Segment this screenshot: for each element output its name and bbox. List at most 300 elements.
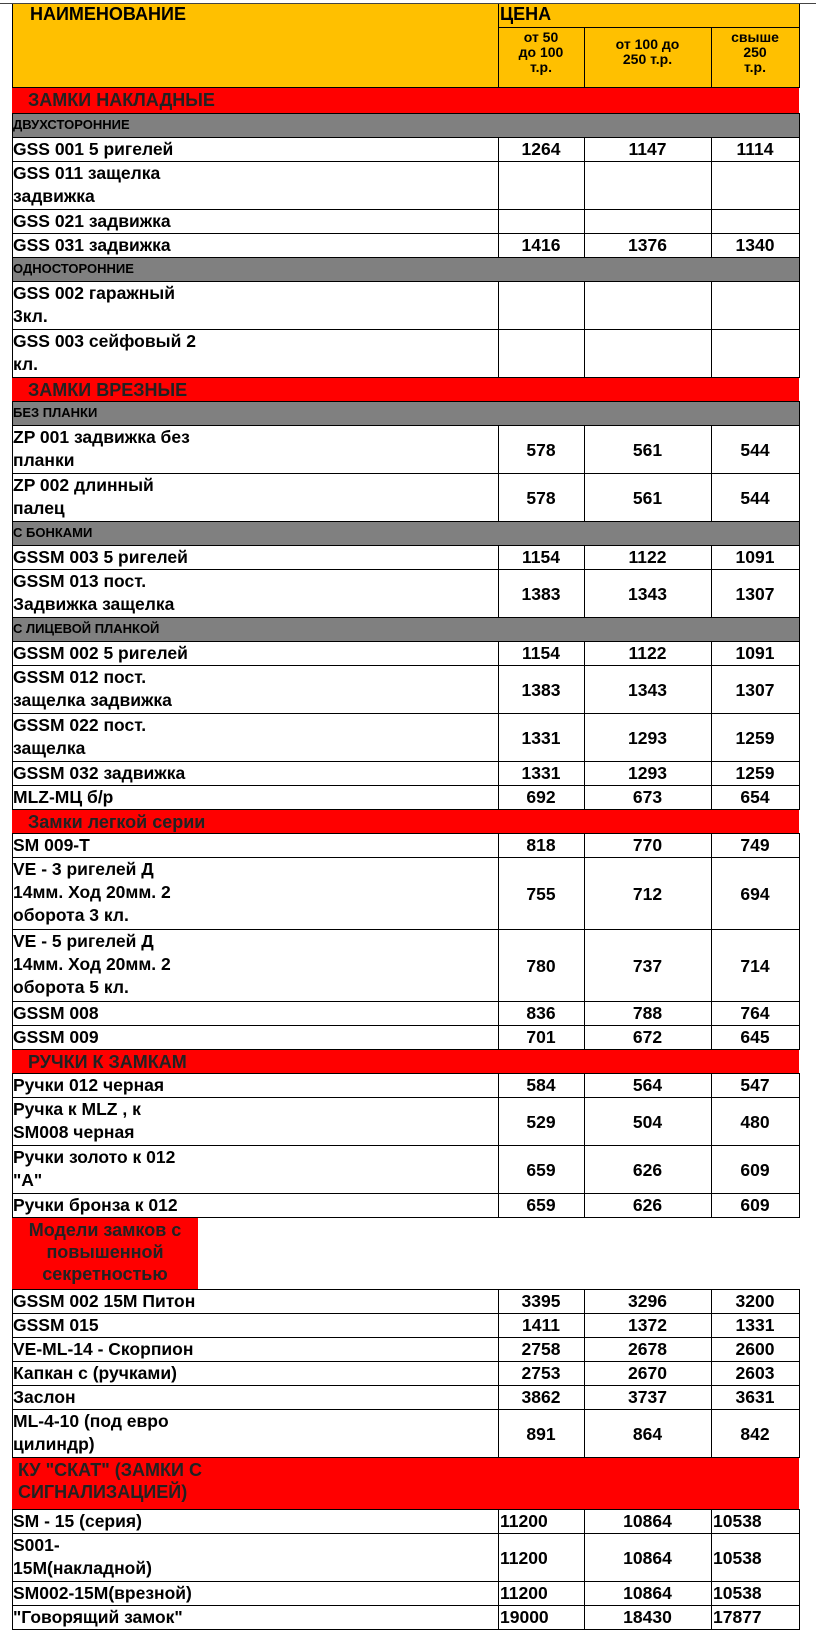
price-50-100: 1331 bbox=[521, 763, 561, 783]
grid-vline bbox=[12, 1194, 13, 1218]
price-100-250: 1147 bbox=[628, 139, 667, 159]
grid-hline bbox=[12, 1509, 800, 1510]
item-name: GSSM 002 5 ригелей bbox=[13, 643, 188, 663]
grid-hline bbox=[12, 713, 800, 714]
grid-vline bbox=[584, 426, 585, 474]
item-name: S001- 15M(накладной) bbox=[13, 1535, 152, 1578]
grid-hline bbox=[12, 87, 800, 88]
grid-hline bbox=[12, 329, 800, 330]
grid-vline bbox=[12, 4, 13, 88]
grid-vline bbox=[584, 786, 585, 810]
item-name: SM002-15M(врезной) bbox=[13, 1583, 192, 1603]
grid-vline bbox=[498, 234, 499, 258]
price-100-250 bbox=[584, 330, 711, 378]
grid-hline bbox=[12, 521, 800, 522]
price-100-250 bbox=[584, 210, 711, 234]
grid-vline bbox=[799, 522, 800, 546]
grid-vline bbox=[498, 1146, 499, 1194]
grid-vline bbox=[711, 786, 712, 810]
grid-vline bbox=[498, 1290, 499, 1314]
grid-vline bbox=[711, 666, 712, 714]
grid-hline bbox=[12, 857, 800, 858]
grid-vline bbox=[711, 1386, 712, 1410]
grid-hline bbox=[12, 761, 800, 762]
grid-vline bbox=[711, 330, 712, 378]
grid-vline bbox=[711, 1002, 712, 1026]
grid-vline bbox=[711, 1026, 712, 1050]
grid-hline bbox=[12, 473, 800, 474]
grid-hline bbox=[12, 161, 800, 162]
grid-vline bbox=[498, 1074, 499, 1098]
grid-vline bbox=[711, 930, 712, 1002]
grid-hline bbox=[12, 617, 800, 618]
grid-vline bbox=[711, 138, 712, 162]
grid-vline bbox=[584, 1606, 585, 1630]
grid-vline bbox=[12, 1002, 13, 1026]
grid-vline bbox=[799, 930, 800, 1002]
price-100-250 bbox=[584, 162, 711, 210]
grid-vline bbox=[12, 1362, 13, 1386]
price-over-250: 480 bbox=[740, 1111, 770, 1132]
price-50-100: 1383 bbox=[521, 583, 561, 604]
price-100-250: 626 bbox=[632, 1195, 663, 1215]
grid-vline bbox=[711, 834, 712, 858]
grid-vline bbox=[498, 642, 499, 666]
item-name: ZP 001 задвижка без планки bbox=[13, 427, 190, 470]
grid-hline bbox=[12, 809, 800, 810]
item-name: GSS 001 5 ригелей bbox=[13, 139, 174, 159]
item-name: SM 009-T bbox=[13, 835, 90, 855]
item-name: VE - 5 ригелей Д 14мм. Ход 20мм. 2 оборота 5 кл. bbox=[13, 931, 171, 997]
grid-vline bbox=[498, 1534, 499, 1582]
price-100-250: 10864 bbox=[623, 1547, 672, 1568]
grid-vline bbox=[12, 1314, 13, 1338]
grid-vline bbox=[711, 28, 712, 88]
price-over-250: 10538 bbox=[713, 1547, 762, 1568]
price-over-250: 10538 bbox=[713, 1583, 762, 1603]
grid-hline bbox=[12, 1217, 800, 1218]
price-over-250: 17877 bbox=[713, 1607, 762, 1627]
grid-hline bbox=[12, 1409, 800, 1410]
price-over-250 bbox=[711, 162, 799, 210]
price-50-100 bbox=[498, 210, 584, 234]
grid-vline bbox=[12, 258, 13, 282]
grid-vline bbox=[12, 234, 13, 258]
grid-vline bbox=[584, 474, 585, 522]
price-50-100: 1416 bbox=[521, 235, 561, 255]
grid-vline bbox=[584, 1410, 585, 1458]
grid-vline bbox=[498, 1314, 499, 1338]
grid-vline bbox=[498, 426, 499, 474]
price-100-250: 673 bbox=[632, 787, 663, 807]
grid-vline bbox=[799, 1410, 800, 1458]
price-100-250: 788 bbox=[632, 1003, 663, 1023]
grid-vline bbox=[12, 402, 13, 426]
item-name: GSSM 032 задвижка bbox=[13, 763, 186, 783]
price-over-250: 547 bbox=[740, 1075, 770, 1095]
grid-vline bbox=[799, 330, 800, 378]
grid-hline bbox=[12, 1049, 800, 1050]
price-100-250: 564 bbox=[632, 1075, 663, 1095]
grid-vline bbox=[12, 1534, 13, 1582]
price-100-250: 864 bbox=[632, 1423, 663, 1444]
grid-vline bbox=[584, 714, 585, 762]
header-col-100-250: от 100 до 250 т.р. bbox=[584, 28, 711, 88]
price-over-250: 1091 bbox=[735, 547, 775, 567]
price-over-250: 764 bbox=[740, 1003, 770, 1023]
price-50-100: 1154 bbox=[522, 547, 560, 567]
grid-hline bbox=[12, 1629, 800, 1630]
item-name: GSSM 008 bbox=[13, 1003, 99, 1023]
grid-hline bbox=[12, 1605, 800, 1606]
grid-vline bbox=[799, 1338, 800, 1362]
section-header: КУ "СКАТ" (ЗАМКИ С СИГНАЛИЗАЦИЕЙ) bbox=[12, 1458, 799, 1510]
grid-vline bbox=[12, 546, 13, 570]
section-header: ЗАМКИ НАКЛАДНЫЕ bbox=[12, 88, 799, 114]
grid-vline bbox=[498, 282, 499, 330]
grid-vline bbox=[12, 1510, 13, 1534]
grid-hline bbox=[12, 209, 800, 210]
price-100-250: 1343 bbox=[628, 679, 667, 700]
price-50-100: 818 bbox=[526, 835, 556, 855]
price-over-250: 609 bbox=[740, 1159, 770, 1180]
price-50-100: 3862 bbox=[521, 1387, 561, 1407]
section-header: Модели замков с повышенной секретностью bbox=[12, 1218, 198, 1290]
price-100-250: 10864 bbox=[623, 1583, 672, 1603]
price-100-250: 1376 bbox=[628, 235, 667, 255]
grid-vline bbox=[12, 474, 13, 522]
grid-hline bbox=[12, 929, 800, 930]
grid-vline bbox=[799, 714, 800, 762]
grid-hline bbox=[12, 281, 800, 282]
price-100-250: 770 bbox=[632, 835, 663, 855]
grid-vline bbox=[799, 762, 800, 786]
grid-vline bbox=[498, 1362, 499, 1386]
price-50-100: 1331 bbox=[521, 727, 561, 748]
item-name: VE-ML-14 - Скорпион bbox=[13, 1339, 194, 1359]
grid-hline bbox=[12, 545, 800, 546]
grid-vline bbox=[12, 138, 13, 162]
grid-hline bbox=[12, 1289, 800, 1290]
price-50-100: 584 bbox=[526, 1075, 556, 1095]
grid-vline bbox=[12, 1410, 13, 1458]
grid-vline bbox=[584, 1338, 585, 1362]
grid-vline bbox=[584, 1026, 585, 1050]
price-over-250: 645 bbox=[740, 1027, 770, 1047]
grid-vline bbox=[584, 1534, 585, 1582]
price-over-250: 842 bbox=[740, 1423, 770, 1444]
price-100-250: 561 bbox=[632, 487, 663, 508]
grid-vline bbox=[12, 1098, 13, 1146]
section-header: Замки легкой серии bbox=[12, 810, 799, 834]
grid-vline bbox=[12, 666, 13, 714]
item-name: GSSM 009 bbox=[13, 1027, 99, 1047]
item-name: GSS 011 защелка задвижка bbox=[13, 163, 161, 206]
grid-vline bbox=[711, 1362, 712, 1386]
grid-vline bbox=[584, 330, 585, 378]
item-name: "Говорящий замок" bbox=[13, 1607, 183, 1627]
grid-vline bbox=[799, 234, 800, 258]
grid-vline bbox=[584, 546, 585, 570]
price-50-100: 11200 bbox=[500, 1511, 548, 1531]
item-name: GSSM 003 5 ригелей bbox=[13, 547, 188, 567]
grid-vline bbox=[12, 1582, 13, 1606]
item-name: ML-4-10 (под евро цилиндр) bbox=[13, 1411, 169, 1454]
header-col-over-250: свыше 250 т.р. bbox=[711, 28, 799, 88]
grid-vline bbox=[12, 1290, 13, 1314]
grid-vline bbox=[498, 474, 499, 522]
price-50-100: 2753 bbox=[521, 1363, 561, 1383]
price-100-250: 1343 bbox=[628, 583, 667, 604]
grid-vline bbox=[711, 474, 712, 522]
price-50-100: 1264 bbox=[521, 139, 561, 159]
price-50-100: 836 bbox=[526, 1003, 556, 1023]
grid-vline bbox=[584, 1510, 585, 1534]
grid-vline bbox=[12, 1338, 13, 1362]
grid-hline bbox=[12, 1145, 800, 1146]
grid-hline bbox=[12, 1313, 800, 1314]
price-100-250: 672 bbox=[632, 1027, 663, 1047]
top-border bbox=[0, 3, 816, 4]
grid-hline bbox=[12, 137, 800, 138]
grid-hline bbox=[12, 1533, 800, 1534]
grid-vline bbox=[711, 762, 712, 786]
grid-hline bbox=[12, 785, 800, 786]
price-50-100: 780 bbox=[526, 955, 556, 976]
header-name-label: НАИМЕНОВАНИЕ bbox=[30, 4, 186, 24]
grid-hline bbox=[12, 1073, 800, 1074]
price-100-250: 712 bbox=[632, 883, 663, 904]
grid-vline bbox=[711, 1410, 712, 1458]
grid-vline bbox=[799, 402, 800, 426]
grid-hline bbox=[12, 665, 800, 666]
grid-vline bbox=[584, 570, 585, 618]
grid-vline bbox=[711, 858, 712, 930]
price-over-250: 1259 bbox=[735, 727, 775, 748]
price-50-100 bbox=[498, 282, 584, 330]
price-100-250: 18430 bbox=[623, 1607, 672, 1627]
item-name: MLZ-МЦ б/р bbox=[13, 787, 114, 807]
item-name: GSS 021 задвижка bbox=[13, 211, 171, 231]
grid-vline bbox=[498, 546, 499, 570]
price-over-250: 1331 bbox=[735, 1315, 775, 1335]
grid-vline bbox=[584, 930, 585, 1002]
price-50-100: 659 bbox=[526, 1195, 556, 1215]
price-over-250: 749 bbox=[740, 835, 770, 855]
grid-vline bbox=[12, 330, 13, 378]
grid-vline bbox=[12, 714, 13, 762]
price-50-100: 19000 bbox=[500, 1607, 549, 1627]
grid-vline bbox=[584, 1386, 585, 1410]
grid-vline bbox=[799, 282, 800, 330]
price-over-250: 2600 bbox=[735, 1339, 775, 1359]
grid-vline bbox=[498, 330, 499, 378]
grid-vline bbox=[12, 282, 13, 330]
price-100-250: 1122 bbox=[628, 643, 667, 663]
subsection-header: С ЛИЦЕВОЙ ПЛАНКОЙ bbox=[12, 618, 799, 642]
grid-vline bbox=[12, 1026, 13, 1050]
price-100-250: 1372 bbox=[628, 1315, 667, 1335]
grid-vline bbox=[799, 1386, 800, 1410]
header-col-50-100: от 50 до 100 т.р. bbox=[498, 28, 584, 88]
price-50-100: 659 bbox=[526, 1159, 556, 1180]
grid-vline bbox=[12, 1606, 13, 1630]
grid-vline bbox=[799, 210, 800, 234]
price-over-250: 3200 bbox=[735, 1291, 775, 1311]
price-50-100: 578 bbox=[526, 487, 556, 508]
grid-vline bbox=[498, 162, 499, 210]
grid-vline bbox=[498, 1194, 499, 1218]
item-name: GSSM 022 пост. защелка bbox=[13, 715, 147, 758]
section-header: ЗАМКИ ВРЕЗНЫЕ bbox=[12, 378, 799, 402]
grid-vline bbox=[799, 1146, 800, 1194]
header-name-cell bbox=[12, 4, 498, 88]
grid-vline bbox=[498, 1026, 499, 1050]
grid-hline bbox=[12, 113, 800, 114]
price-100-250: 2678 bbox=[628, 1339, 667, 1359]
item-name: Ручки 012 черная bbox=[13, 1075, 165, 1095]
grid-vline bbox=[584, 1002, 585, 1026]
grid-vline bbox=[12, 426, 13, 474]
grid-vline bbox=[799, 1194, 800, 1218]
price-100-250: 626 bbox=[632, 1159, 663, 1180]
price-over-250 bbox=[711, 330, 799, 378]
grid-vline bbox=[584, 1074, 585, 1098]
subsection-header: БЕЗ ПЛАНКИ bbox=[12, 402, 799, 426]
grid-hline bbox=[12, 1581, 800, 1582]
grid-vline bbox=[799, 1002, 800, 1026]
grid-vline bbox=[498, 570, 499, 618]
grid-hline bbox=[12, 569, 800, 570]
item-name: Ручки золото к 012 "А" bbox=[13, 1147, 176, 1190]
grid-vline bbox=[498, 786, 499, 810]
price-over-250: 714 bbox=[740, 955, 770, 976]
grid-vline bbox=[799, 1074, 800, 1098]
price-50-100: 1154 bbox=[522, 643, 560, 663]
grid-vline bbox=[799, 1534, 800, 1582]
grid-vline bbox=[12, 642, 13, 666]
item-name: GSS 031 задвижка bbox=[13, 235, 171, 255]
grid-vline bbox=[799, 474, 800, 522]
price-100-250: 1293 bbox=[628, 763, 667, 783]
grid-vline bbox=[799, 786, 800, 810]
grid-hline bbox=[12, 641, 800, 642]
grid-vline bbox=[799, 834, 800, 858]
price-over-250 bbox=[711, 210, 799, 234]
grid-vline bbox=[12, 762, 13, 786]
grid-vline bbox=[584, 666, 585, 714]
item-name: Заслон bbox=[13, 1387, 76, 1407]
grid-hline bbox=[12, 233, 800, 234]
price-100-250: 3737 bbox=[628, 1387, 667, 1407]
price-over-250: 544 bbox=[740, 487, 770, 508]
price-100-250: 1293 bbox=[628, 727, 667, 748]
price-100-250: 1122 bbox=[628, 547, 667, 567]
grid-vline bbox=[12, 522, 13, 546]
grid-vline bbox=[12, 618, 13, 642]
grid-vline bbox=[711, 1098, 712, 1146]
price-50-100: 529 bbox=[526, 1111, 556, 1132]
grid-hline bbox=[12, 257, 800, 258]
grid-vline bbox=[711, 1194, 712, 1218]
grid-vline bbox=[12, 786, 13, 810]
price-over-250: 1259 bbox=[735, 763, 775, 783]
price-100-250: 561 bbox=[632, 439, 663, 460]
price-50-100: 1411 bbox=[522, 1315, 560, 1335]
price-over-250: 3631 bbox=[735, 1387, 775, 1407]
grid-vline bbox=[12, 210, 13, 234]
grid-vline bbox=[12, 162, 13, 210]
price-50-100: 755 bbox=[526, 883, 556, 904]
grid-vline bbox=[498, 930, 499, 1002]
subsection-header: С БОНКАМИ bbox=[12, 522, 799, 546]
grid-vline bbox=[711, 1146, 712, 1194]
price-over-250: 10538 bbox=[713, 1511, 762, 1531]
section-header: РУЧКИ К ЗАМКАМ bbox=[12, 1050, 799, 1074]
item-name: GSSM 002 15М Питон bbox=[13, 1291, 196, 1311]
price-50-100 bbox=[498, 330, 584, 378]
grid-vline bbox=[799, 1026, 800, 1050]
grid-vline bbox=[498, 1386, 499, 1410]
price-over-250: 2603 bbox=[735, 1363, 775, 1383]
grid-vline bbox=[711, 1338, 712, 1362]
grid-vline bbox=[498, 858, 499, 930]
grid-vline bbox=[12, 1146, 13, 1194]
price-over-250: 609 bbox=[740, 1195, 770, 1215]
grid-hline bbox=[12, 425, 800, 426]
grid-hline bbox=[12, 1361, 800, 1362]
grid-vline bbox=[498, 666, 499, 714]
grid-hline bbox=[12, 401, 800, 402]
grid-vline bbox=[584, 138, 585, 162]
grid-vline bbox=[584, 1146, 585, 1194]
grid-vline bbox=[584, 1194, 585, 1218]
price-over-250 bbox=[711, 282, 799, 330]
grid-vline bbox=[799, 1290, 800, 1314]
grid-vline bbox=[12, 1074, 13, 1098]
grid-vline bbox=[584, 1314, 585, 1338]
item-name: GSSM 015 bbox=[13, 1315, 99, 1335]
item-name: GSSM 012 пост. защелка задвижка bbox=[13, 667, 172, 710]
header-price-label: ЦЕНА bbox=[500, 4, 552, 24]
grid-vline bbox=[12, 1386, 13, 1410]
grid-hline bbox=[12, 1385, 800, 1386]
grid-vline bbox=[711, 546, 712, 570]
price-50-100: 2758 bbox=[521, 1339, 561, 1359]
grid-vline bbox=[799, 1606, 800, 1630]
grid-vline bbox=[711, 234, 712, 258]
grid-vline bbox=[799, 138, 800, 162]
grid-vline bbox=[584, 282, 585, 330]
grid-vline bbox=[498, 714, 499, 762]
price-over-250: 1114 bbox=[736, 139, 774, 159]
grid-vline bbox=[711, 714, 712, 762]
grid-vline bbox=[799, 162, 800, 210]
grid-vline bbox=[498, 1410, 499, 1458]
price-100-250: 504 bbox=[632, 1111, 663, 1132]
grid-vline bbox=[711, 282, 712, 330]
grid-vline bbox=[711, 162, 712, 210]
grid-vline bbox=[12, 930, 13, 1002]
grid-vline bbox=[584, 28, 585, 88]
header-price-cell bbox=[498, 4, 799, 28]
price-50-100: 11200 bbox=[500, 1547, 548, 1568]
grid-vline bbox=[498, 1582, 499, 1606]
grid-vline bbox=[799, 258, 800, 282]
price-50-100: 891 bbox=[526, 1423, 556, 1444]
price-50-100: 11200 bbox=[500, 1583, 548, 1603]
grid-vline bbox=[584, 762, 585, 786]
